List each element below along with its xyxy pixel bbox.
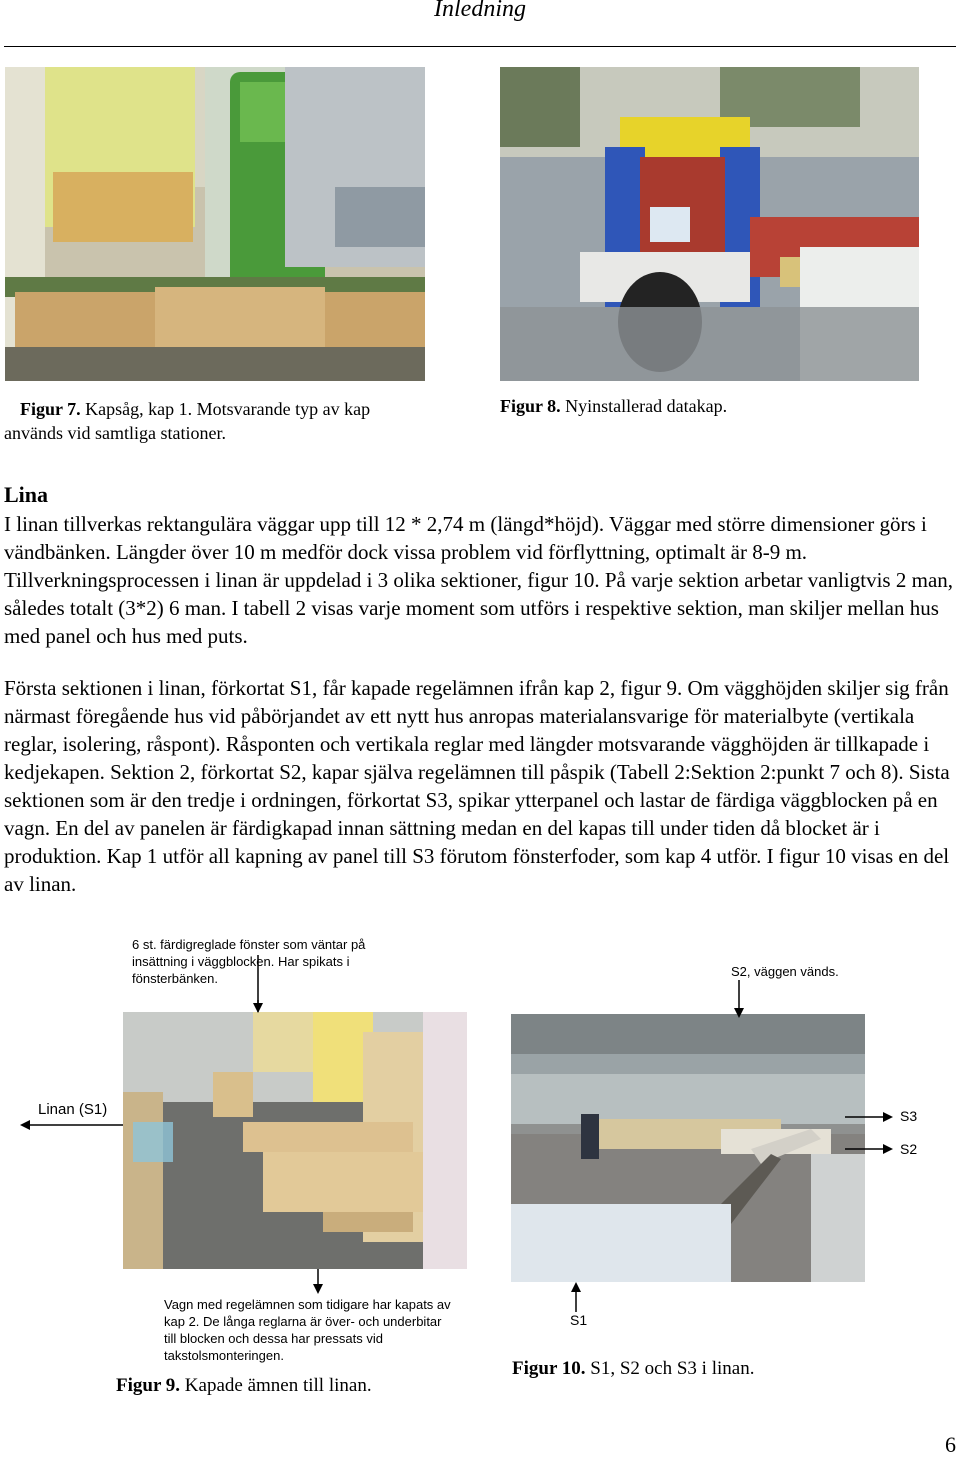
figure9-arrow-label: Linan (S1) bbox=[38, 1101, 108, 1118]
figure9-bottom-arrowhead bbox=[313, 1284, 323, 1294]
page-header-title: Inledning bbox=[434, 0, 526, 22]
paragraph-1: I linan tillverkas rektangulära väggar upp till 12 * 2,74 m (längd*höjd). Väggar med större dimensioner görs i vändbänken. Längder över 10 m medför dock vissa problem vid förflyttning, optimalt är 8-9 m. Tillverkningsprocessen i linan är uppdelad i 3 olika sektioner, figur 10. På varje sektion arbetar vanligtvis 2 man, således totalt (3*2) 6 man. I tabell 2 visas varje moment som utförs i respektive sektion, man skiljer mellan hus med panel och hus med puts. bbox=[4, 512, 954, 648]
figure8-label: Figur 8. bbox=[500, 396, 561, 416]
header-rule bbox=[4, 46, 956, 47]
figure10-text: S1, S2 och S3 i linan. bbox=[590, 1358, 755, 1379]
figure9-text: Kapade ämnen till linan. bbox=[184, 1375, 372, 1396]
figure7-caption-line2: används vid samtliga stationer. bbox=[4, 423, 226, 443]
figure10-caption bbox=[512, 1357, 754, 1381]
figure10-label: Figur 10. bbox=[512, 1358, 586, 1379]
figure9-left-arrowhead bbox=[20, 1120, 30, 1130]
figure10-photo bbox=[511, 1014, 865, 1282]
figure8-caption bbox=[500, 394, 727, 418]
figure7-label: Figur 7. bbox=[20, 399, 81, 419]
figure10-top-arrow bbox=[730, 980, 750, 1020]
section-heading: Lina bbox=[4, 482, 49, 507]
figure9-caption bbox=[116, 1374, 372, 1398]
figure10-s2-label: S2 bbox=[900, 1141, 918, 1157]
figure9-top-arrow bbox=[250, 955, 270, 1015]
figure7-text: Kapsåg, kap 1. Motsvarande typ av kap bbox=[85, 399, 371, 419]
figure9-note-bottom: Vagn med regelämnen som tidigare har kapats av kap 2. De långa reglarna är över- och underbitar till blocken och dessa har pressats vid takstolsmonteringen. bbox=[164, 1297, 451, 1363]
figure7-photo bbox=[5, 67, 425, 381]
figure10-bottom-arrow bbox=[567, 1282, 587, 1312]
figure8-text: Nyinstallerad datakap. bbox=[565, 396, 728, 416]
figure9-note-top: 6 st. färdigreglade fönster som väntar på insättning i väggblocken. Har spikats i fönsterbänken. bbox=[132, 937, 366, 986]
figure7-caption-line1 bbox=[20, 397, 370, 421]
figure10-note-top: S2, väggen vänds. bbox=[731, 964, 839, 979]
page-number: 6 bbox=[945, 1432, 956, 1457]
figure8-photo bbox=[500, 67, 919, 381]
figure10-s3-label: S3 bbox=[900, 1108, 918, 1124]
figure9-label: Figur 9. bbox=[116, 1375, 181, 1396]
figure9-arrows bbox=[0, 1000, 480, 1300]
paragraph-2: Första sektionen i linan, förkortat S1, får kapade regelämnen ifrån kap 2, figur 9. Om vägghöjden skiljer sig från närmast föregående hus vid påbörjandet av ett nytt hus anropas materialansvarige för materialbyte (vertikala reglar, isolering, råspont). Råsponten och vertikala reglar med längder motsvarande vägghöjden är tillkapade i kedjekapen. Sektion 2, förkortat S2, kapar själva regelämnen till påspik (Tabell 2:Sektion 2:punkt 7 och 8). Sista sektionen som är den tredje i ordningen, förkortat S3, spikar ytterpanel och lastar de färdiga väggblocken på en vagn. En del av panelen är färdigkapad innan sättning medan en del kapas till under tiden då blocket är i produktion. Kap 1 utför all kapning av panel till S3 förutom fönsterfoder, som kap 4 utför. I figur 10 visas en del av linan. bbox=[4, 676, 950, 896]
figure10-right-arrows bbox=[845, 1100, 905, 1170]
figure10-s1-label: S1 bbox=[570, 1312, 588, 1328]
